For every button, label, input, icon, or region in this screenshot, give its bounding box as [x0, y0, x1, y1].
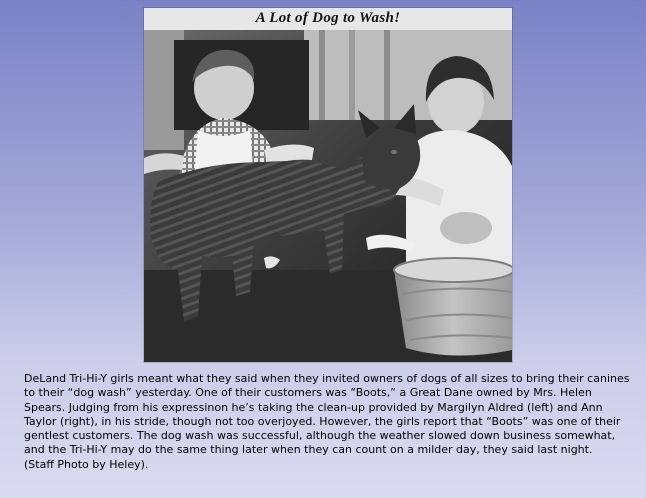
photo-credit: (Staff Photo by Heley). [24, 457, 149, 471]
clipping-headline: A Lot of Dog to Wash! [144, 8, 512, 32]
photo-caption [24, 372, 630, 472]
dog-wash-photo [144, 30, 512, 362]
newspaper-clipping [144, 8, 512, 362]
caption-text: DeLand Tri-Hi-Y girls meant what they said when they invited owners of dogs of all sizes to bring their canines to their “dog wash” yesterday. One of their customers was “Boots,” a Great Dane owned by Mrs. Helen Spears. Judging from his expressinon he’s taking the clean-up provided by Margilyn Aldred (left) and Ann Taylor (right), in his stride, though not too overjoyed. However, the girls report that “Boots” was one of their gentlest customers. The dog wash was successful, although the weather slowed down business somewhat, and the Tri-Hi-Y may do the same thing later when they can count on a milder day, they said last night. [24, 372, 630, 457]
